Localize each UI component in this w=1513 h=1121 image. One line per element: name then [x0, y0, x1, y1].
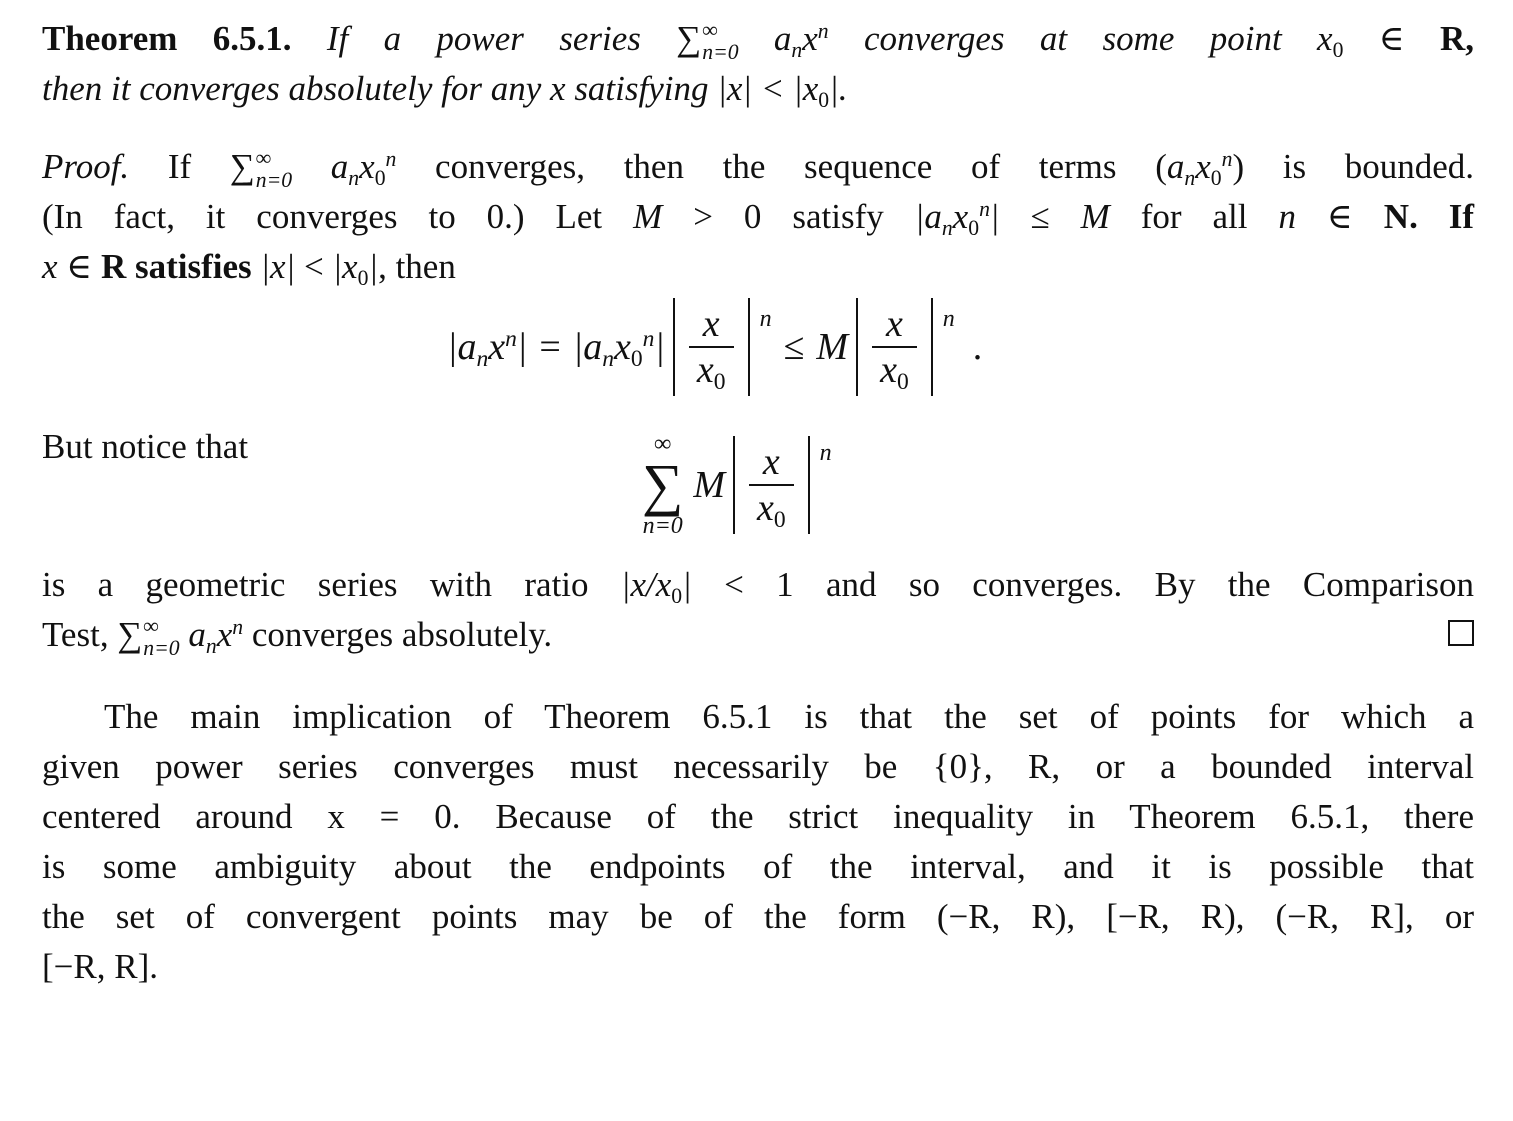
leq-sign: ≤ — [783, 326, 805, 368]
x-in: x ∈ — [42, 247, 93, 286]
sequence-expression: $(a_nx_0^n)$ — [1155, 147, 1245, 190]
proof-line-2 — [42, 192, 1474, 242]
qed-square-icon — [1448, 620, 1474, 646]
proof-line-3 — [42, 242, 1474, 292]
abs-ineq: $|x| < |x_0|$ — [260, 247, 379, 290]
equation-2-body — [642, 432, 832, 538]
paragraph-line-5 — [42, 892, 1474, 942]
n-in: n ∈ — [1278, 197, 1353, 236]
proof-line-1 — [42, 142, 1474, 192]
paragraph-line-4 — [42, 842, 1474, 892]
proof-text-comparison: < 1 and so converges. By the Comparison — [724, 565, 1475, 604]
sum-expression-x0: ∑ ∞ n=0 $a_nx_0^n$ — [229, 146, 397, 192]
proof-text-test: Test, — [42, 615, 109, 654]
fraction-x-over-x0: $\frac{x}{x_0}$ — [689, 302, 734, 392]
proof-text-converges: converges, then the sequence of terms — [435, 147, 1117, 186]
M-coefficient: M — [816, 326, 849, 368]
theorem-label: Theorem 6.5.1. — [42, 19, 292, 58]
spacer — [42, 114, 1474, 142]
ratio-expression: $|x/x_0|$ — [620, 565, 692, 608]
paragraph-text-6: [−R, R]. — [42, 947, 158, 986]
exponent-n: n — [759, 306, 772, 332]
proof-line-4 — [42, 560, 1474, 610]
exponent-n-3: n — [819, 440, 832, 466]
reals-symbol: R, — [1440, 19, 1475, 58]
M-symbol: M — [633, 197, 663, 236]
equation-1-body — [447, 298, 982, 396]
M-coefficient-2: M — [693, 464, 726, 506]
summation-symbol: ∞ ∑ n=0 — [642, 431, 684, 539]
abs-bar-left-3 — [733, 436, 735, 534]
x0-symbol: $x_0$ ∈ — [1317, 19, 1405, 62]
proof-text-forall: for all — [1140, 197, 1248, 236]
abs-bar-left — [673, 298, 675, 396]
theorem-line-2 — [42, 64, 1474, 114]
but-notice-text: But notice that — [42, 427, 249, 466]
proof-text-then: , then — [378, 247, 456, 286]
period: . — [972, 326, 983, 368]
paragraph-text-3: centered around x = 0. Because of the strict inequality in Theorem 6.5.1, there — [42, 797, 1474, 836]
document-page — [42, 14, 1474, 992]
naturals-symbol: N. If — [1383, 197, 1475, 236]
paragraph-text-2: given power series converges must necessarily be {0}, R, or a bounded interval — [42, 747, 1474, 786]
fraction-x-over-x0-2: $\frac{x}{x_0}$ — [872, 302, 917, 392]
sum-expression-3: ∑ ∞ n=0 $a_nx^n$ — [117, 614, 244, 660]
proof-text-satisfy: > 0 satisfy — [693, 197, 884, 236]
paragraph-text-4: is some ambiguity about the endpoints of the interval, and it is possible that — [42, 847, 1474, 886]
paragraph-line-1 — [42, 692, 1474, 742]
paragraph-line-6 — [42, 942, 1474, 992]
theorem-text-a: If a power series — [326, 19, 641, 58]
proof-text-if: If — [167, 147, 192, 186]
theorem-text-b: converges at some point — [863, 19, 1282, 58]
spacer-2 — [42, 660, 1474, 692]
theorem-line2-end: |. — [829, 69, 848, 108]
proof-text-geometric: is a geometric series with ratio — [42, 565, 589, 604]
proof-text-bounded: is bounded. — [1282, 147, 1475, 186]
theorem-text-line2: then it converges absolutely for any x satisfying |x| < |x — [42, 69, 819, 108]
proof-label: Proof. — [42, 147, 130, 186]
subscript-zero: 0 — [818, 87, 830, 112]
proof-text-absolutely: converges absolutely. — [251, 615, 553, 654]
equals-sign: = — [539, 326, 561, 368]
bound-expression: $|a_nx_0^n| \le M$ — [914, 197, 1110, 240]
rhs-term: $|a_nx_0^n|$ — [572, 326, 665, 373]
display-equation-1 — [42, 292, 1474, 422]
proof-line-5 — [42, 610, 1474, 660]
paragraph-line-3 — [42, 792, 1474, 842]
abs-bar-left-2 — [856, 298, 858, 396]
proof-text-let: (In fact, it converges to 0.) Let — [42, 197, 603, 236]
paragraph-text-1: The main implication of Theorem 6.5.1 is that the set of points for which a — [104, 697, 1474, 736]
abs-bar-right-2 — [931, 298, 933, 396]
paragraph-line-2 — [42, 742, 1474, 792]
display-equation-2 — [42, 428, 1474, 560]
reals-symbol-2: R satisfies — [100, 247, 252, 286]
abs-bar-right-3 — [808, 436, 810, 534]
abs-bar-right — [748, 298, 750, 396]
fraction-x-over-x0-3: $\frac{x}{x_0}$ — [749, 440, 794, 530]
sum-expression: ∑ ∞ n=0 $a_nx^n$ — [676, 18, 829, 64]
paragraph-text-5: the set of convergent points may be of the form (−R, R), [−R, R), (−R, R], or — [42, 897, 1474, 936]
lhs-term: $|a_nx^n|$ — [447, 326, 528, 373]
theorem-line-1 — [42, 14, 1474, 64]
exponent-n-2: n — [942, 306, 955, 332]
